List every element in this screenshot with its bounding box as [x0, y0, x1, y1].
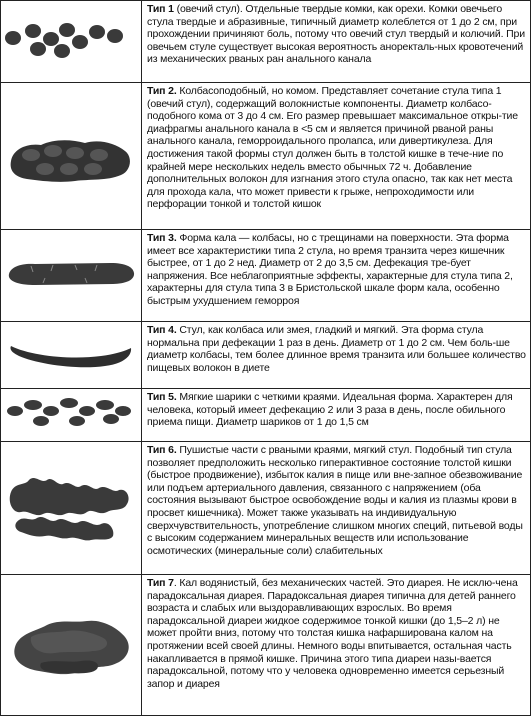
- type-3-description: [142, 230, 530, 321]
- type-text: Форма кала — колбасы, но с трещинами на поверхности. Эта форма имеет все характеристики типа 2 стула, но время транзита через кишечник быстрее, от 1 до 2 нед. Диаметр от 2 до 3,5 см. Дефекация тре-бует напряжения. Все неблагоприятные эффекты, характерные для стула типа 2, характерны для стула типа 3 в Бристольской шкале форм кала, особенно быстрым ухудшением геморроя: [147, 232, 513, 307]
- type-label: Тип 3.: [147, 232, 177, 244]
- stool-illustration-type-2: [1, 83, 142, 229]
- type-label: Тип 5.: [147, 391, 177, 403]
- type-label: Тип 1: [147, 3, 174, 15]
- type-4-description: [142, 322, 530, 388]
- type-label: Тип 4.: [147, 324, 177, 336]
- stool-illustration-type-4: [1, 322, 142, 388]
- type-6-description: [142, 442, 530, 574]
- type-1-description: [142, 1, 530, 82]
- type-label: Тип 2.: [147, 85, 177, 97]
- stool-illustration-type-3: [1, 230, 142, 321]
- table-row-type-6: [1, 442, 530, 575]
- type-label: Тип 7: [147, 577, 174, 589]
- table-row-type-2: [1, 83, 530, 230]
- type-7-description: [142, 575, 530, 715]
- table-row-type-3: [1, 230, 530, 322]
- table-row-type-1: [1, 1, 530, 83]
- table-row-type-7: [1, 575, 530, 715]
- type-2-description: [142, 83, 530, 229]
- stool-illustration-type-6: [1, 442, 142, 574]
- table-row-type-4: [1, 322, 530, 389]
- type-text: Колбасоподобный, но комом. Представляет сочетание стула типа 1 (овечий стул), содержащий волокнистые компоненты. Диаметр колбасо-подобного кома от 3 до 4 см. Его размер превышает максимальное откры-тие диафрагмы анального канала в <5 см и является причиной рваной раны анального канала, геморроидального пролапса, или дивертикулеза. Для достижения такой формы стул должен быть в толстой кишке в тече-ние по крайней мере нескольких недель вместо обычных 72 ч. Добавление дополнительных волокон для изгнания этого стула опасно, так как нет места для прохода кала, что может привести к грыже, непроходимости или перфорации тонкой и толстой кишок: [147, 85, 518, 211]
- stool-illustration-type-5: [1, 389, 142, 441]
- stool-illustration-type-1: [1, 1, 142, 82]
- type-text: Пушистые части с рваными краями, мягкий стул. Подобный тип стула позволяет предположить несколько гиперактивное состояние толстой кишки (быстрое продвижение), избыток калия в пище или вне-запное обезвоживание или подъем артериального давления, связанного с напряжением (оба состояния вызывают быстрое освобождение воды и калия из плазмы крови в просвет кишечника). Может также указывать на индивидуальную сверхчувствительность, употребление слишком многих специй, питьевой воды с высоким содержанием минеральных веществ или использование осмотических (минеральные соли) слабительных: [147, 444, 523, 557]
- type-text: Стул, как колбаса или змея, гладкий и мягкий. Эта форма стула нормальна при дефекации 1 раз в день. Диаметр от 1 до 2 см. Чем боль-ше диаметр колбасы, тем более длинное время транзита или большее количество пищевых волокон в диете: [147, 324, 526, 374]
- stool-illustration-type-7: [1, 575, 142, 715]
- type-text: . Кал водянистый, без механических частей. Это диарея. Не исклю-чена парадоксальная диарея. Парадоксальная диарея типична для детей раннего возраста и слабых или выздоравливающих взрослых. Во время парадоксальной диареи жидкое содержимое тонкой кишки (до 1,5–2 л) не может пройти вниз, потому что толстая кишка нафарширована калом на протяжении всей своей длины. Немного воды впитывается, остальная часть накапливается в прямой кишке. Причина этого типа диареи назы-вается парадоксальной, потому что у человека одновременно имеется серьезный запор и диарея: [147, 577, 518, 690]
- type-text: Мягкие шарики с четкими краями. Идеальная форма. Характерен для человека, который имеет дефекацию 2 или 3 раза в день, после обильного приема пищи. Диаметр шариков от 1 до 1,5 см: [147, 391, 513, 429]
- table-row-type-5: [1, 389, 530, 442]
- type-5-description: [142, 389, 530, 441]
- type-text: (овечий стул). Отдельные твердые комки, как орехи. Комки овечьего стула твердые и абразивные, типичный диаметр колеблется от 1 до 2 см, при прохождении причиняют боль, потому что овечий стул твердый и колючий. При овечьем стуле существует высокая вероятность аноректаль-ных кровотечений из механических рваных ран анального канала: [147, 3, 525, 66]
- type-label: Тип 6.: [147, 444, 177, 456]
